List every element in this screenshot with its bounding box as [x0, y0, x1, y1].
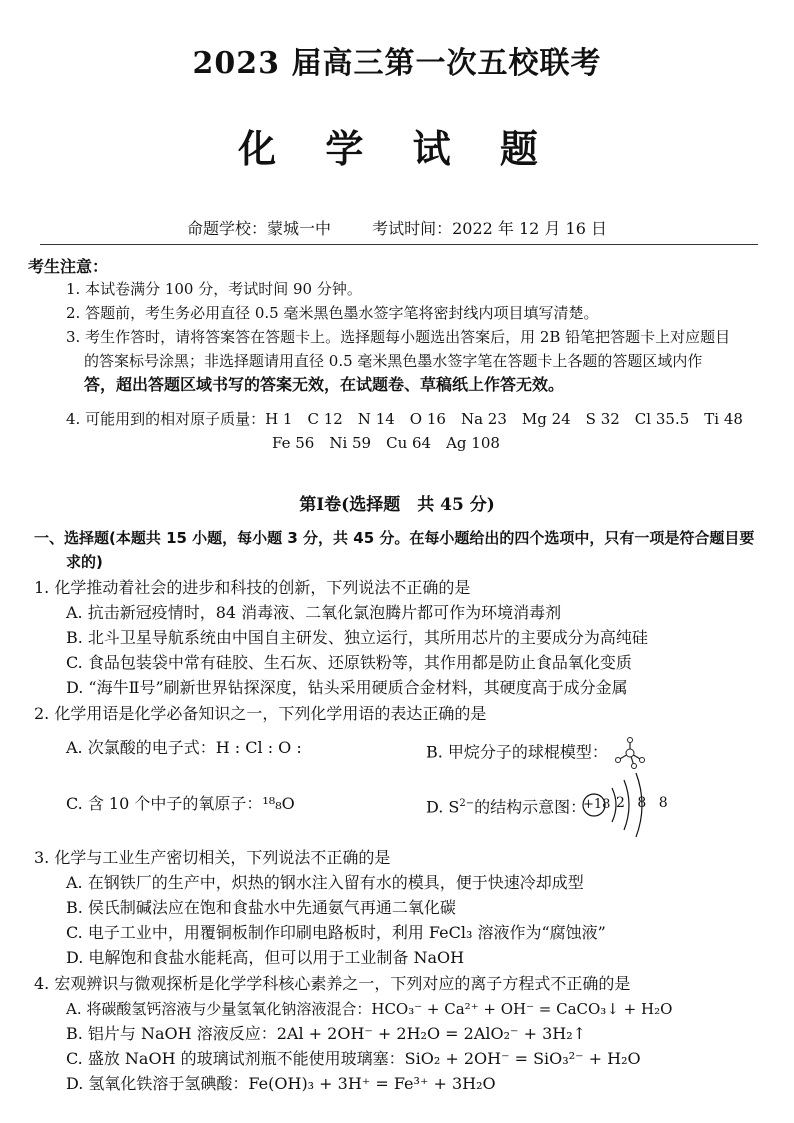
q3-option-c: C. 电子工业中，用覆铜板制作印刷电路板时，利用 FeCl₃ 溶液作为“腐蚀液”	[66, 923, 606, 942]
q2-option-d-label: 的结构示意图：	[474, 797, 587, 817]
header-divider	[40, 244, 758, 245]
section-instruction-cont: 求的)	[66, 553, 103, 571]
part-title: 第Ⅰ卷(选择题 共 45 分)	[299, 495, 495, 515]
notice-item-3: 3. 考生作答时，请将答案答在答题卡上。选择题每小题选出答案后，用 2B 铅笔把答题卡上对应题目	[66, 328, 731, 346]
q4-option-c: C. 盛放 NaOH 的玻璃试剂瓶不能使用玻璃塞：SiO₂ + 2OH⁻ = SiO₃²⁻ + H₂O	[66, 1049, 641, 1068]
notice-item-3-cont: 的答案标号涂黑；非选择题请用直径 0.5 毫米黑色墨水签字笔在答题卡上各题的答题区域内作	[84, 352, 703, 370]
q1-option-a: A. 抗击新冠疫情时，84 消毒液、二氧化氯泡腾片都可作为环境消毒剂	[66, 603, 562, 622]
nucleus-charge: +18	[583, 797, 611, 812]
section-instruction: 一、选择题(本题共 15 小题，每小题 3 分，共 45 分。在每小题给出的四个选项中，只有一项是符合题目要	[34, 529, 755, 547]
notice-item-1: 1. 本试卷满分 100 分，考试时间 90 分钟。	[66, 280, 362, 298]
q4-option-b: B. 铝片与 NaOH 溶液反应：2Al + 2OH⁻ + 2H₂O = 2AlO₂⁻ + 3H₂↑	[66, 1024, 587, 1043]
notice-title: 考生注意：	[28, 257, 109, 276]
school-label: 命题学校：蒙城一中	[187, 219, 332, 238]
notice-item-3-emphasis: 答，超出答题区域书写的答案无效，在试题卷、草稿纸上作答无效。	[84, 375, 565, 394]
q3-stem: 3. 化学与工业生产密切相关，下列说法不正确的是	[34, 848, 391, 867]
electron-shells: 2 8 8	[616, 795, 672, 811]
q1-option-c: C. 食品包装袋中常有硅胶、生石灰、还原铁粉等，其作用都是防止食品氧化变质	[66, 653, 632, 672]
notice-item-4-cont: Fe 56 Ni 59 Cu 64 Ag 108	[272, 434, 500, 452]
q4-stem: 4. 宏观辨识与微观探析是化学学科核心素养之一，下列对应的离子方程式不正确的是	[34, 974, 631, 993]
q2-option-d-prefix: D. S	[426, 797, 460, 817]
q3-option-d: D. 电解饱和食盐水能耗高，但可以用于工业制备 NaOH	[66, 948, 465, 967]
q3-option-b: B. 侯氏制碱法应在饱和食盐水中先通氨气再通二氧化碳	[66, 898, 456, 917]
q2-option-b-label: B. 甲烷分子的球棍模型：	[426, 742, 608, 762]
q2-option-d	[426, 792, 586, 819]
q2-option-b	[426, 736, 647, 770]
notice-item-2: 2. 答题前，考生务必用直径 0.5 毫米黑色墨水签字笔将密封线内项目填写清楚。	[66, 304, 599, 322]
notice-item-4: 4. 可能用到的相对原子质量：H 1 C 12 N 14 O 16 Na 23 Mg 24 S 32 Cl 35.5 Ti 48	[66, 410, 743, 428]
subject-title: 化 学 试 题	[238, 126, 556, 171]
q4-option-a: A. 将碳酸氢钙溶液与少量氢氧化钠溶液混合：HCO₃⁻ + Ca²⁺ + OH⁻ = CaCO₃↓ + H₂O	[66, 1000, 673, 1018]
q2-option-a: A. 次氯酸的电子式：H : Cl : O :	[66, 738, 302, 757]
q2-stem: 2. 化学用语是化学必备知识之一，下列化学用语的表达正确的是	[34, 704, 487, 723]
q3-option-a: A. 在钢铁厂的生产中，炽热的钢水注入留有水的模具，便于快速冷却成型	[66, 873, 584, 892]
q2-option-c: C. 含 10 个中子的氧原子：¹⁸₈O	[66, 794, 295, 813]
exam-title: 2023 届高三第一次五校联考	[192, 46, 602, 81]
q1-stem: 1. 化学推动着社会的进步和科技的创新，下列说法不正确的是	[34, 578, 471, 597]
exam-time-label: 考试时间：2022 年 12 月 16 日	[372, 219, 607, 238]
methane-ball-stick-icon	[613, 736, 647, 770]
q1-option-d: D. “海牛Ⅱ号”刷新世界钻探深度，钻头采用硬质合金材料，其硬度高于成分金属	[66, 678, 628, 697]
q4-option-d: D. 氢氧化铁溶于氢碘酸：Fe(OH)₃ + 3H⁺ = Fe³⁺ + 3H₂O	[66, 1074, 496, 1093]
q2-option-d-charge: 2−	[459, 798, 475, 809]
q1-option-b: B. 北斗卫星导航系统由中国自主研发、独立运行，其所用芯片的主要成分为高纯硅	[66, 628, 648, 647]
exam-meta	[0, 216, 794, 239]
